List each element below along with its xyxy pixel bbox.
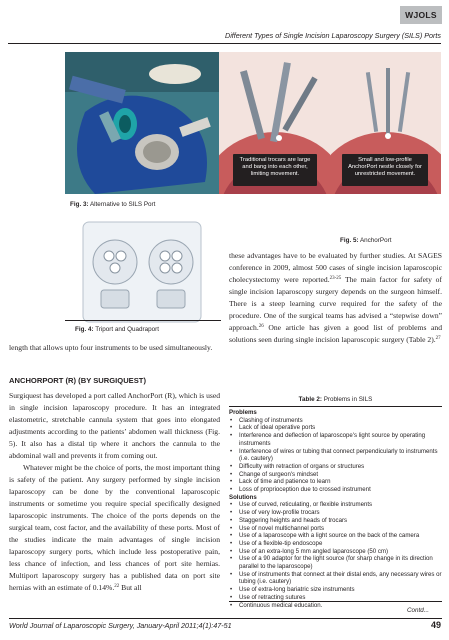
citation: 23-25	[329, 276, 342, 281]
list-item: • Use of very low-profile trocars	[229, 509, 442, 517]
list-item: • Use of curved, reticulating, or flexible instruments	[229, 501, 442, 509]
fig5-callout-anchorport: Small and low-profile AnchorPort nestle closely for unrestricted movement.	[342, 154, 428, 186]
list-item: • Use of a laparoscope with a light source on the back of the camera	[229, 532, 442, 540]
left-column-intro	[9, 342, 220, 354]
figure-4-rule	[65, 320, 221, 321]
table-solutions-heading: Solutions	[229, 493, 257, 501]
fig3-photo-svg	[65, 52, 221, 194]
list-item: • Loss of proprioception due to crossed instrument	[229, 486, 442, 494]
right-column-body	[229, 250, 442, 346]
list-item: • Use of a flexible-tip endoscope	[229, 540, 442, 548]
list-item: • Difficulty with retraction of organs or structures	[229, 463, 442, 471]
figure-3-photo	[65, 52, 221, 194]
table-2-content	[229, 407, 442, 609]
header-rule	[8, 43, 441, 44]
citation: 27	[435, 336, 441, 341]
list-item: • Interference of wires or tubing that connect perpendicularly to instruments (i.e. cautery)	[229, 448, 442, 463]
left-paragraph-1: Surgiquest has developed a port called AnchorPort (R), which is used in single incision laparoscopy procedure. It has an integrated elastometric, stretchable cannula system that goes into elongated adjustments according to the patients’ abdomen wall thickness (Fig. 5). It also has a distal tip where it anchors the cannula to the abdominal wall and prevents it from coming out.	[9, 391, 220, 460]
list-item: • Use of retracting sutures	[229, 594, 442, 602]
page-number: 49	[430, 620, 441, 630]
list-item: • Use of instruments that connect at their distal ends, any necessary wires or tubing (i.e. cautery)	[229, 571, 442, 586]
list-item: • Continuous medical education.	[229, 602, 442, 610]
footer-rule	[9, 618, 442, 619]
table-2-title: Table 2: Problems in SILS	[298, 396, 373, 403]
running-head: Different Types of Single Incision Laparoscopy Surgery (SILS) Ports	[225, 31, 441, 40]
fig4-photo-svg	[65, 214, 221, 324]
left-column-body	[9, 390, 220, 594]
table-solutions-list	[229, 501, 442, 609]
list-item: • Lack of ideal operative ports	[229, 424, 442, 432]
journal-tab: WJOLS	[400, 6, 442, 24]
list-item: • Use of a 90 adaptor for the light source (for sharp change in its direction parallel to the laparoscope)	[229, 555, 442, 570]
list-item: • Clashing of instruments	[229, 417, 442, 425]
citation: 22	[114, 584, 120, 589]
figure-4-caption: Fig. 4: Triport and Quadraport	[75, 326, 160, 333]
left-paragraph-2: Whatever might be the choice of ports, the most important thing is safety of the patient. Any surgery performed by single incision laparoscopy can be done by the conventional laparoscopic instruments or sometime you require special specifically designed laparoscopic instruments. The choice of the ports depends on the surgical team, cost factor, and the availability of these ports. Most of the studies indicate the main advantages of single incision laparoscopy surgery ports, which include less postoperative pain, less chance of infection, and less chances of port site hernias. Multiport laparoscopy surgery has a published data on port site hernias with an estimate of 0.14%.$^{22}$ But all	[9, 463, 220, 592]
list-item: • Use of an extra-long 5 mm angled laparoscope (50 cm)	[229, 548, 442, 556]
right-paragraph: these advantages have to be evaluated by further studies. At SAGES conference in 2009, almost 500 cases of single incision laparoscopic cholecystectomy were reported.$^{23-25}$ The main factor for safety of single incision laparoscopy surgery depends on the surgeon himself. There is a steep learning curve required for the safety of the procedure. One of the surgical teams has advised a “stepwise down” approach.$^{26}$ One article has given a good list of problems and solutions seen during single incision laparoscopic surgery (Table 2).$^{27}$	[229, 251, 443, 344]
list-item: • Interference and deflection of laparoscope's light source by operating instruments	[229, 432, 442, 447]
list-item: • Use of extra-long bariatric size instruments	[229, 586, 442, 594]
table-problems-list	[229, 417, 442, 494]
citation: 26	[258, 324, 264, 329]
left-intro-paragraph: length that allows upto four instruments to be used simultaneously.	[9, 343, 213, 352]
list-item: • Lack of time and patience to learn	[229, 478, 442, 486]
list-item: • Staggering heights and heads of trocars	[229, 517, 442, 525]
list-item: • Use of novel multichannel ports	[229, 525, 442, 533]
list-item: • Change of surgeon's mindset	[229, 471, 442, 479]
section-heading: ANCHORPORT (R) (BY SURGIQUEST)	[9, 376, 146, 385]
fig5-callout-traditional: Traditional trocars are large and bang into each other, limiting movement.	[233, 154, 317, 186]
table-contd-note: Contd...	[406, 607, 429, 614]
footer-journal: World Journal of Laparoscopic Surgery, January-April 2011;4(1):47-51	[9, 621, 232, 630]
figure-4-photo	[65, 214, 221, 324]
table-2	[229, 406, 442, 609]
figure-5-caption: Fig. 5: AnchorPort	[340, 237, 392, 244]
table-problems-heading: Problems	[229, 409, 257, 416]
figure-3-caption: Fig. 3: Alternative to SILS Port	[70, 201, 156, 208]
